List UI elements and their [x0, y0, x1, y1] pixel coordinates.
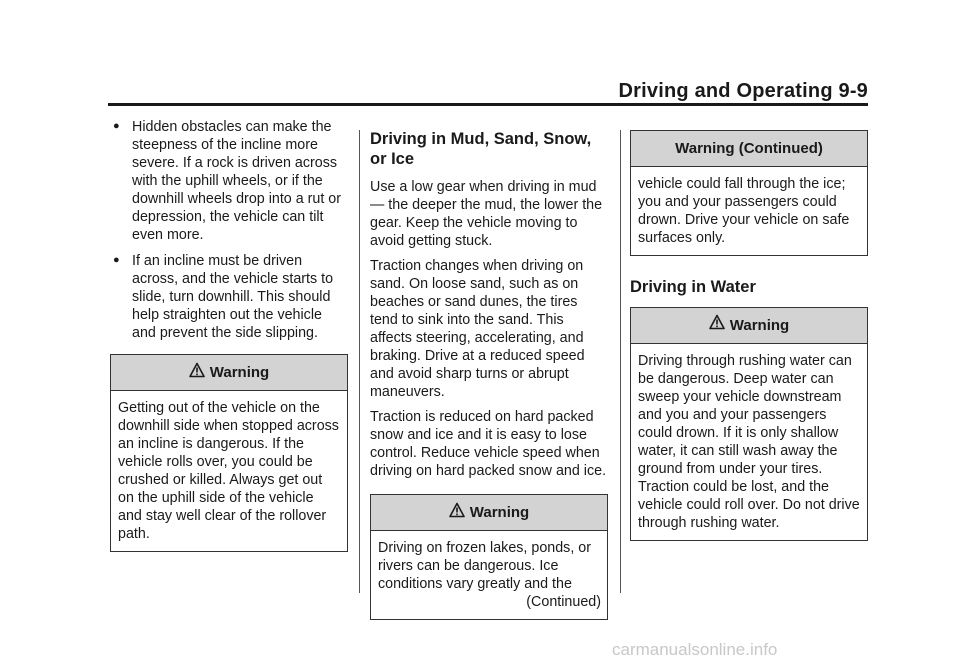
warning-body: Getting out of the vehicle on the downhill side when stopped across an incline is dangerous. If the vehicle rolls over, you could be crushed or killed. Always get out on the uphill side of the vehicle and stay well clear of the rollover path. [118, 400, 339, 542]
warning-header [631, 308, 867, 344]
warning-icon [709, 314, 725, 330]
bullet-text: If an incline must be driven across, and the vehicle starts to slide, turn downhill. This should help straighten out the vehicle and prevent the side slipping. [132, 253, 334, 341]
watermark: carmanualsonline.info [612, 640, 778, 659]
warning-body: Driving through rushing water can be dangerous. Deep water can sweep your vehicle downstream and you and your passengers could drown. If it is only shallow water, it can still wash away the ground from under your tires. Traction could be lost, and the vehicle could roll over. Do not drive through rushing water. [638, 352, 860, 531]
page-header-title: Driving and Operating 9-9 [618, 80, 868, 102]
warning-header [631, 131, 867, 167]
bullet-item [110, 252, 348, 342]
warning-body: vehicle could fall through the ice; you and your passengers could drown. Drive your vehicle on safe surfaces only. [638, 176, 850, 246]
warning-title: Warning [729, 316, 790, 334]
warning-header [371, 495, 607, 531]
bullet-text: Hidden obstacles can make the steepness of the incline more severe. If a rock is driven across with the uphill wheels, or if the downhill wheels drop into a rut or depression, the vehicle can tilt even more. [132, 119, 342, 243]
warning-box [110, 354, 348, 552]
warning-text: Driving on frozen lakes, ponds, or rivers can be dangerous. Ice conditions vary greatly and the [378, 540, 591, 592]
column-divider [359, 130, 360, 593]
section-heading: Driving in Mud, Sand, Snow, or Ice [370, 130, 592, 168]
warning-body [371, 531, 607, 619]
warning-title: Warning [469, 504, 530, 521]
bullet-icon: ● [113, 120, 120, 132]
paragraph: Traction changes when driving on sand. On loose sand, such as on beaches or sand dunes, the tires tend to sink into the sand. This affects steering, accelerating, and braking. Drive at a reduced speed and avoid sharp turns or abrupt maneuvers. [370, 258, 585, 400]
warning-box-continued [630, 130, 868, 256]
column-right [630, 118, 868, 541]
warning-header [111, 355, 347, 391]
header-rule [108, 103, 868, 106]
column-middle [370, 118, 608, 620]
section-heading: Driving in Water [630, 278, 756, 296]
column-left [110, 118, 348, 552]
column-divider [620, 130, 621, 593]
bullet-item [110, 118, 348, 244]
paragraph: Use a low gear when driving in mud — the deeper the mud, the lower the gear. Keep the vehicle moving to avoid getting stuck. [370, 179, 603, 249]
warning-icon [189, 362, 205, 378]
warning-icon [449, 502, 465, 518]
paragraph: Traction is reduced on hard packed snow and ice and it is easy to lose control. Reduce vehicle speed when driving on hard packed snow and ice. [370, 409, 607, 479]
continued-label: (Continued) [526, 594, 601, 610]
warning-box [630, 307, 868, 541]
warning-title: Warning [209, 364, 270, 381]
warning-box [370, 494, 608, 620]
warning-title: Warning (Continued) [675, 140, 823, 157]
bullet-icon: ● [113, 254, 120, 266]
